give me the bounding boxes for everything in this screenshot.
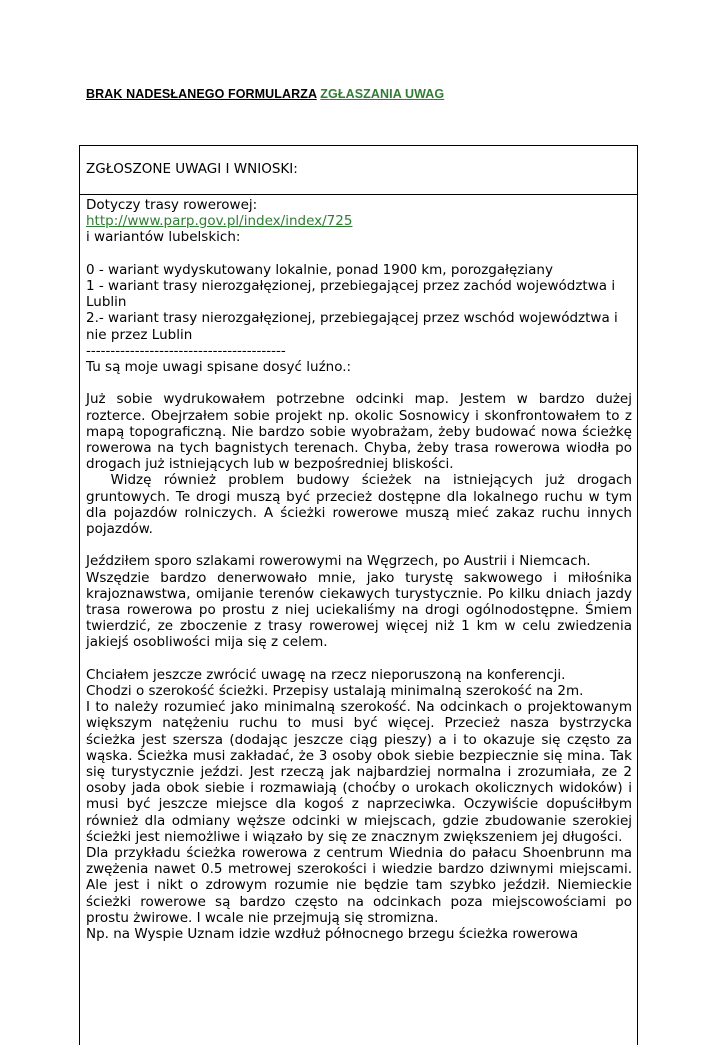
divider-line: ----------------------------------------- — [86, 342, 286, 359]
route-link[interactable]: http://www.parp.gov.pl/index/index/725 — [86, 213, 353, 230]
section-title: ZGŁOSZONE UWAGI I WNIOSKI: — [80, 146, 637, 195]
paragraph-1: Już sobie wydrukowałem potrzebne odcinki map. Jestem w bardzo dużej rozterce. Obejrzałem sobie projekt np. okolic Sosnowicy i skonfrontowałem to z mapą topograficzną. Nie bardzo sobie wyobrażam, żeby budować nowa ścieżkę rowerowa na tych bagnistych terenach. Chyba, żeby trasa rowerowa wiodła po drogach już istniejących lub w bezpośredniej bliskości. — [86, 391, 632, 473]
paragraph-5: Dla przykładu ścieżka rowerowa z centrum Wiednia do pałacu Shoenbrunn ma zwężenia nawet 0.5 metrowej szerokości i wiedzie bardzo dziwnymi miejscami. Ale jest i nikt o zdrowym rozumie nie będzie tam szybko jeździł. Niemieckie ścieżki rowerowe są bardzo często na odcinkach poza miejscowościami po prostu żwirowe. I wcale nie przejmują się stromizna. — [86, 845, 632, 926]
heading-part-1: BRAK NADESŁANEGO FORMULARZA — [86, 87, 317, 101]
paragraph-4a: Chciałem jeszcze zwrócić uwagę na rzecz nieporuszoną na konferencji. — [86, 666, 566, 683]
remarks-intro: Tu są moje uwagi spisane dosyć luźno.: — [86, 359, 352, 376]
paragraph-6: Np. na Wyspie Uznam idzie wzdłuż północnego brzegu ścieżka rowerowa — [86, 926, 579, 943]
paragraph-2: Widzę również problem budowy ścieżek na istniejących już drogach gruntowych. Te drogi muszą być przecież dostępne dla lokalnego ruchu w tym dla pojazdów rolniczych. A ścieżki rowerowe muszą mieć zakaz ruchu innych pojazdów. — [86, 472, 637, 538]
paragraph-3a: Jeździłem sporo szlakami rowerowymi na Węgrzech, po Austrii i Niemcach. — [86, 553, 591, 570]
paragraph-4c: I to należy rozumieć jako minimalną szerokość. Na odcinkach o projektowanym większym natężeniu ruchu to musi być więcej. Przecież nasza bystrzycka ścieżka jest szersza (dodając jeszcze ciąg pieszy) a i to okazuje się często za wąska. Ścieżka musi zakładać, że 3 osoby obok siebie bezpiecznie się mina. Tak się turystycznie jeździ. Jest rzeczą jak najbardziej normalna i zrozumiała, ze 2 osoby jada obok siebie i rozmawiają (choćby o urokach okolicznych widoków) i musi być jeszcze miejsce dla kogoś z naprzeciwka. Oczywiście dopuściłbym również dla odmiany węższe odcinki w miejscach, gdzie zbudowanie szerokiej ścieżki jest niemożliwe i wiązało by się ze znacznym zwiększeniem jej długości. — [86, 699, 632, 845]
intro-line: Dotyczy trasy rowerowej: — [86, 197, 258, 213]
variant-1: 1 - wariant trasy nierozgałęzionej, przebiegającej przez zachód województwa i Lublin — [86, 278, 616, 311]
variant-0: 0 - wariant wydyskutowany lokalnie, ponad 1900 km, porozgałęziany — [86, 261, 553, 278]
paragraph-4b: Chodzi o szerokość ścieżki. Przepisy ustalają minimalną szerokość na 2m. — [86, 683, 584, 700]
intro-line-2: i wariantów lubelskich: — [86, 229, 241, 246]
remarks-content — [80, 195, 637, 942]
heading-part-2: ZGŁASZANIA UWAG — [320, 87, 445, 101]
page-heading — [86, 87, 444, 101]
paragraph-3b: Wszędzie bardzo denerwowało mnie, jako turystę sakwowego i miłośnika krajoznawstwa, omijanie terenów ciekawych turystycznie. Po kilku dniach jazdy trasa rowerowa po prostu z niej uciekaliśmy na drogi ogólnodostępne. Śmiem twierdzić, ze zboczenie z trasy rowerowej więcej niż 1 km w celu zwiedzenia jakiejś osobliwości mija się z celem. — [86, 569, 632, 651]
variant-2: 2.- wariant trasy nierozgałęzionej, przebiegającej przez wschód województwa i nie przez Lublin — [86, 310, 618, 343]
form-table — [79, 145, 638, 1045]
